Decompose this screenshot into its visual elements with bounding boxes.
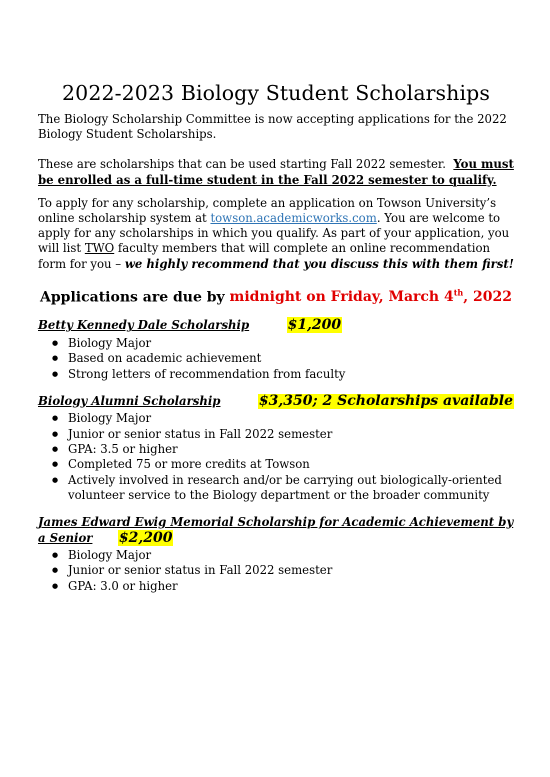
list-item: ● Completed 75 or more credits at Towson (68, 457, 514, 472)
eligibility-paragraph (38, 157, 514, 187)
scholarship-section (38, 394, 514, 503)
scholarship-amount: $1,200 (287, 317, 342, 334)
intro-paragraph: The Biology Scholarship Committee is now accepting applications for the 2022 Biology Student Scholarships. (38, 112, 507, 142)
deadline-year: , 2022 (463, 289, 512, 306)
apply-text-1: To apply for any scholarship, complete an application on Towson University’s online scholarship system at (38, 195, 497, 226)
scholarship-amount: $2,200 (118, 529, 173, 546)
deadline-prefix: Applications are due by (40, 289, 230, 306)
scholarship-header (38, 515, 514, 546)
apply-two: TWO (84, 241, 115, 256)
scholarship-site-link[interactable]: towson.academicworks.com (210, 211, 377, 226)
list-item: ● GPA: 3.0 or higher (68, 579, 514, 594)
scholarship-section (38, 515, 514, 594)
deadline-suffix: th (453, 287, 464, 298)
deadline-line (38, 284, 514, 307)
list-item: ● Biology Major (68, 336, 514, 351)
list-item: ● GPA: 3.5 or higher (68, 442, 514, 457)
list-item: ● Junior or senior status in Fall 2022 semester (68, 427, 514, 442)
deadline-highlight: midnight on Friday, March 4 (229, 289, 454, 306)
apply-text-3: faculty members that will complete an online recommendation form for you – (38, 241, 491, 271)
list-item: ● Biology Major (68, 548, 514, 563)
scholarship-section (38, 318, 514, 381)
scholarship-name: James Edward Ewig Memorial Scholarship for Academic Achievement by a Senior (38, 515, 514, 545)
eligibility-emphasis: You must be enrolled as a full-time student in the Fall 2022 semester to qualify. (38, 157, 514, 187)
criteria-list (38, 548, 514, 594)
list-item: ● Actively involved in research and/or be carrying out biologically-oriented volunteer service to the Biology department or the broader community (68, 473, 514, 504)
list-item: ● Based on academic achievement (68, 351, 514, 366)
deadline-date (230, 289, 512, 305)
list-item: ● Biology Major (68, 411, 514, 426)
list-item: ● Junior or senior status in Fall 2022 semester (68, 563, 514, 578)
scholarship-header (38, 318, 514, 334)
scholarship-amount: $3,350; 2 Scholarships available (258, 392, 513, 409)
criteria-list (38, 411, 514, 503)
list-item: ● Strong letters of recommendation from faculty (68, 367, 514, 382)
scholarship-name: Biology Alumni Scholarship (38, 393, 221, 408)
eligibility-text: These are scholarships that can be used starting Fall 2022 semester. (38, 157, 446, 172)
apply-paragraph (38, 196, 514, 272)
scholarship-header (38, 394, 514, 410)
scholarship-name: Betty Kennedy Dale Scholarship (38, 318, 250, 333)
criteria-list (38, 336, 514, 382)
apply-recommendation: we highly recommend that you discuss this with them first! (124, 256, 514, 271)
apply-text-2: . You are welcome to apply for any scholarships in which you qualify. As part of your application, you will list (38, 211, 510, 256)
page-title: 2022-2023 Biology Student Scholarships (62, 81, 490, 105)
